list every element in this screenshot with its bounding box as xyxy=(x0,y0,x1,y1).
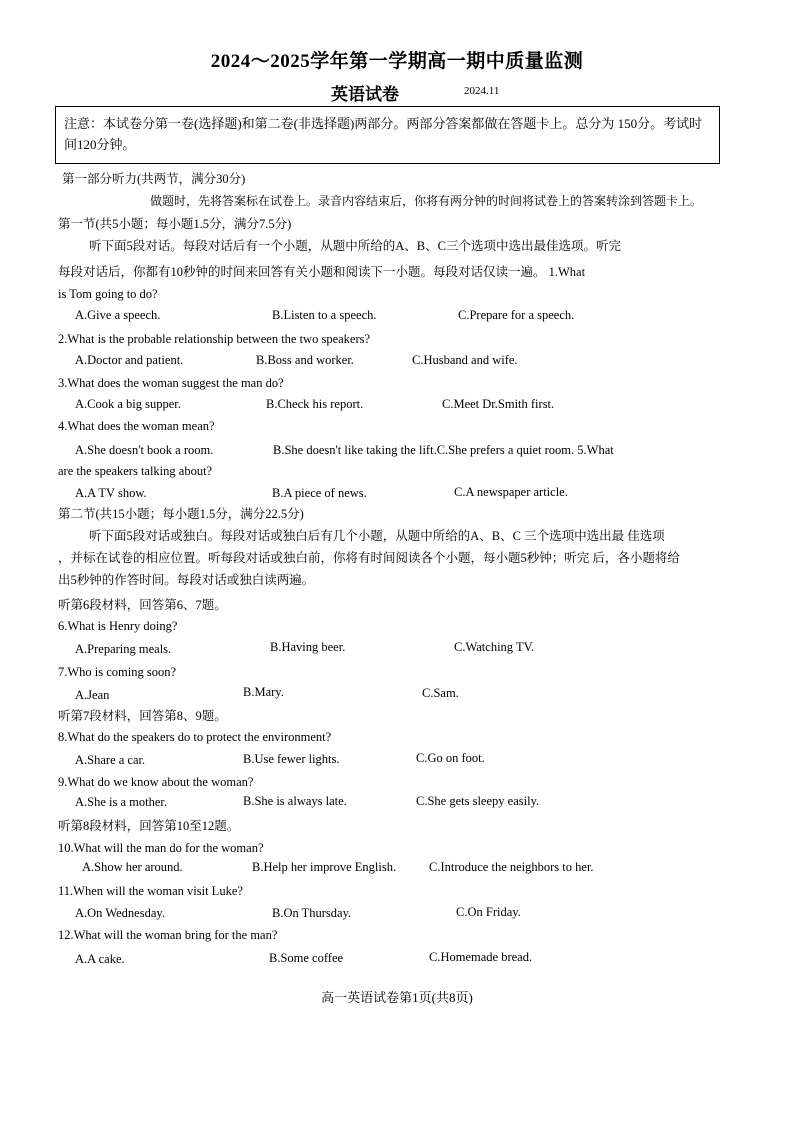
question-text: 10.What will the man do for the woman? xyxy=(58,841,264,855)
option-a: A.Doctor and patient. xyxy=(75,353,184,367)
part1-heading: 第一部分听力(共两节，满分30分) xyxy=(62,172,246,186)
exam-subtitle: 英语试卷 xyxy=(331,85,399,104)
page-footer: 高一英语试卷第1页(共8页) xyxy=(321,990,473,1005)
section2-instruction: 出5秒钟的作答时间。每段对话或独白读两遍。 xyxy=(58,573,315,587)
option-c: C.Homemade bread. xyxy=(429,950,533,964)
option-c: C.A newspaper article. xyxy=(454,485,568,499)
material-heading: 听第8段材料，回答第10至12题。 xyxy=(58,819,240,833)
option-c: C.Go on foot. xyxy=(416,751,485,765)
option-a: A.Jean xyxy=(75,688,110,702)
option-b: B.Having beer. xyxy=(270,640,346,654)
option-bc: B.She doesn't like taking the lift.C.She prefers a quiet room. 5.What xyxy=(273,443,614,457)
section1-instruction: 每段对话后，你都有10秒钟的时间来回答有关小题和阅读下一小题。每段对话仅读一遍。 1.What xyxy=(58,265,586,279)
option-c: C.Introduce the neighbors to her. xyxy=(429,860,594,874)
option-b: B.She is always late. xyxy=(243,794,347,808)
question-text: 2.What is the probable relationship between the two speakers? xyxy=(58,332,371,346)
option-c: C.Sam. xyxy=(422,686,459,700)
option-a: A.Give a speech. xyxy=(75,308,161,322)
question-text: 7.Who is coming soon? xyxy=(58,665,177,679)
option-a: A.Preparing meals. xyxy=(75,642,172,656)
option-c: C.Watching TV. xyxy=(454,640,535,654)
option-c: C.Meet Dr.Smith first. xyxy=(442,397,555,411)
notice-box: 注意：本试卷分第一卷(选择题)和第二卷(非选择题)两部分。两部分答案都做在答题卡上。总分为 150分。考试时间120分钟。 xyxy=(55,106,720,164)
question-text: 6.What is Henry doing? xyxy=(58,619,178,633)
exam-date: 2024.11 xyxy=(464,85,500,97)
material-heading: 听第6段材料，回答第6、7题。 xyxy=(58,598,227,612)
question-text: 4.What does the woman mean? xyxy=(58,419,215,433)
section2-instruction: 听下面5段对话或独白。每段对话或独白后有几个小题，从题中所给的A、B、C 三个选项中选出最 佳选项 xyxy=(89,529,665,543)
option-b: B.On Thursday. xyxy=(272,906,352,920)
option-b: B.Listen to a speech. xyxy=(272,308,377,322)
question-text: 8.What do the speakers do to protect the environment? xyxy=(58,730,332,744)
option-c: C.On Friday. xyxy=(456,905,521,919)
option-a: A.A cake. xyxy=(75,952,125,966)
option-b: B.Mary. xyxy=(243,685,284,699)
exam-title: 2024～2025学年第一学期高一期中质量监测 xyxy=(210,51,584,72)
option-b: B.Some coffee xyxy=(269,951,344,965)
option-b: B.Use fewer lights. xyxy=(243,752,340,766)
question-text: 9.What do we know about the woman? xyxy=(58,775,254,789)
option-a: A.Share a car. xyxy=(75,753,146,767)
question-text: 12.What will the woman bring for the man? xyxy=(58,928,278,942)
option-c: C.She gets sleepy easily. xyxy=(416,794,540,808)
question-text: 3.What does the woman suggest the man do? xyxy=(58,376,284,390)
option-a: A.She is a mother. xyxy=(75,795,168,809)
option-b: B.Boss and worker. xyxy=(256,353,354,367)
option-a: A.Show her around. xyxy=(82,860,183,874)
section2-instruction: ，并标在试卷的相应位置。听每段对话或独白前，你将有时间阅读各个小题，每小题5秒钟；听完 后，各小题将给 xyxy=(58,551,680,565)
option-c: C.Prepare for a speech. xyxy=(458,308,575,322)
option-a: A.She doesn't book a room. xyxy=(75,443,214,457)
option-b: B.A piece of news. xyxy=(272,486,367,500)
part1-intro: 做题时，先将答案标在试卷上。录音内容结束后，你将有两分钟的时间将试卷上的答案转涂到答题卡上。 xyxy=(150,194,703,208)
option-a: A.A TV show. xyxy=(75,486,147,500)
section1-instruction: 听下面5段对话。每段对话后有一个小题，从题中所给的A、B、C三个选项中选出最佳选项。听完 xyxy=(89,239,621,253)
material-heading: 听第7段材料，回答第8、9题。 xyxy=(58,709,227,723)
question-text: are the speakers talking about? xyxy=(58,464,213,478)
section1-heading: 第一节(共5小题；每小题1.5分，满分7.5分) xyxy=(58,217,292,231)
question-text: 11.When will the woman visit Luke? xyxy=(58,884,243,898)
section2-heading: 第二节(共15小题；每小题1.5分，满分22.5分) xyxy=(58,507,304,521)
question-text: is Tom going to do? xyxy=(58,287,158,301)
option-a: A.On Wednesday. xyxy=(75,906,165,920)
option-b: B.Help her improve English. xyxy=(252,860,397,874)
option-b: B.Check his report. xyxy=(266,397,364,411)
option-c: C.Husband and wife. xyxy=(412,353,518,367)
option-a: A.Cook a big supper. xyxy=(75,397,181,411)
